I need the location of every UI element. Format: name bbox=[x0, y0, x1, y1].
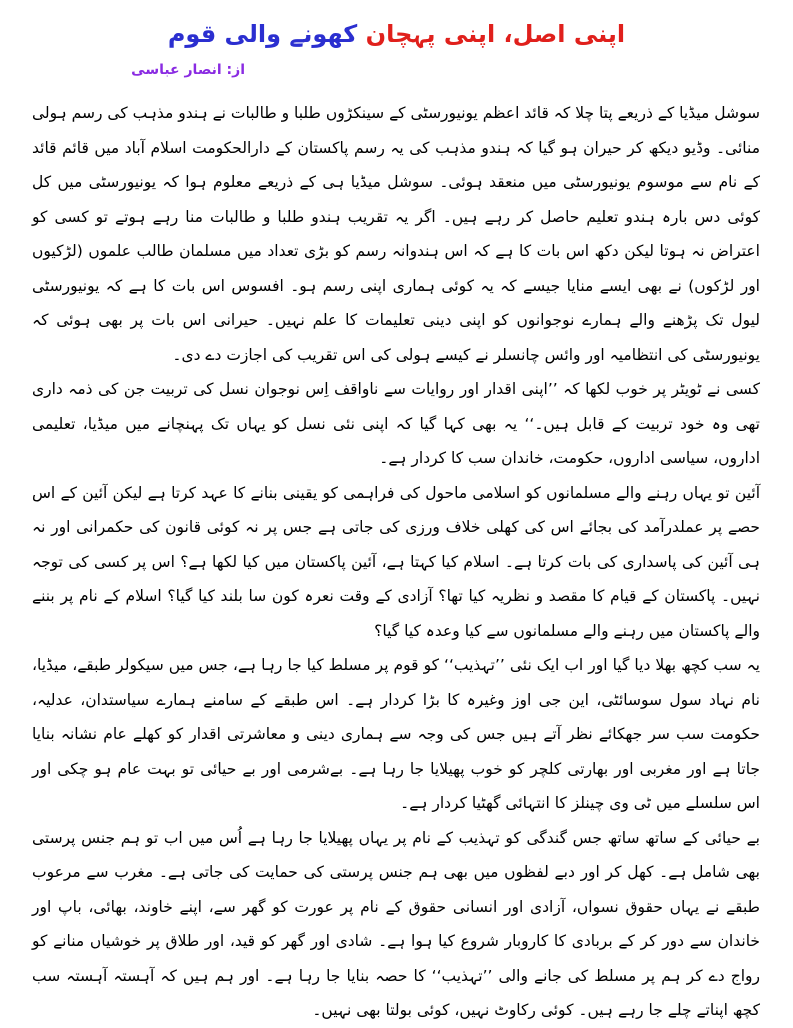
article-title-part-2: کھونے والی قوم bbox=[167, 20, 358, 48]
article-paragraph-3: آئین تو یہاں رہنے والے مسلمانوں کو اسلامی ماحول کی فراہمی کو یقینی بنانے کا عہد کرتا ہے لیکن آئین کے اس حصے پر عملدرآمد کی بجائے اس کی کھلی خلاف ورزی کی جاتی ہے جس پر نہ کوئی قانون کی حکمرانی اور نہ ہی آئین کی پاسداری کی بات کرتا ہے۔ اسلام کیا کہتا ہے، آئین پاکستان میں کیا لکھا ہے؟ اس پر کسی کی توجہ نہیں۔ پاکستان کے قیام کا مقصد و نظریہ کیا تھا؟ آزادی کے وقت نعرہ کون سا بلند کیا گیا؟ اسلام کے نام پر بننے والے پاکستان میں رہنے والے مسلمانوں سے کیا وعدہ کیا گیا؟ bbox=[32, 483, 760, 640]
article-title-part-1: اپنی اصل، اپنی پہچان bbox=[365, 20, 626, 48]
article-paragraph-1: سوشل میڈیا کے ذریعے پتا چلا کہ قائد اعظم یونیورسٹی کے سینکڑوں طلبا و طالبات نے ہندو مذہب کی رسم ہولی منائی۔ وڈیو دیکھ کر حیران ہو گیا کہ ہندو مذہب کی یہ رسم پاکستان کے دارالحکومت اسلام آباد میں قائم قائد کے نام سے موسوم یونیورسٹی میں منعقد ہوئی۔ سوشل میڈیا ہی کے ذریعے معلوم ہوا کہ یونیورسٹی میں کل کوئی دس بارہ ہندو تعلیم حاصل کر رہے ہیں۔ اگر یہ تقریب ہندو طلبا و طالبات منا رہے ہوتے تو کسی کو اعتراض نہ ہوتا لیکن دکھ اس بات کا ہے کہ اس ہندوانہ رسم کو بڑی تعداد میں مسلمان طالب علموں (لڑکیوں اور لڑکوں) نے بھی ایسے منایا جیسے کہ یہ کوئی ہماری اپنی رسم ہو۔ افسوس اس بات کا ہے کہ یونیورسٹی لیول تک پڑھنے والے ہمارے نوجوانوں کو اپنی دینی تعلیمات کا علم نہیں۔ حیرانی اس بات پر بھی ہوئی کہ یونیورسٹی کی انتظامیہ اور وائس چانسلر نے کیسے ہولی کی اس تقریب کی اجازت دے دی۔ bbox=[32, 104, 760, 364]
article-body bbox=[32, 96, 760, 1028]
article-author: از: انصار عباسی bbox=[131, 62, 245, 78]
article-paragraph-5: بے حیائی کے ساتھ ساتھ جس گندگی کو تہذیب کے نام پر یہاں پھیلایا جا رہا ہے اُس میں اب تو ہم جنس پرستی بھی شامل ہے۔ کھل کر اور دبے لفظوں میں بھی ہم جنس پرستی کی حمایت کی جاتی ہے۔ مغرب سے مرعوب طبقے نے یہاں حقوق نسواں، آزادی اور انسانی حقوق کے نام پر عورت کو گھر سے، اپنے خاوند، بھائی، باپ اور خاندان سے دور کر کے بربادی کا کاروبار شروع کیا ہوا ہے۔ شادی اور گھر کو قید، اور طلاق پر خوشیاں منانے کو رواج دے کر ہم پر مسلط کی جانے والی ’’تہذیب‘‘ کا حصہ بنایا جا رہا ہے۔ اور ہم ہیں کہ آہستہ آہستہ سب کچھ اپناتے چلے جا رہے ہیں۔ کوئی رکاوٹ نہیں، کوئی بولتا بھی نہیں۔ bbox=[32, 828, 760, 1019]
article-paragraph-2: کسی نے ٹویٹر پر خوب لکھا کہ ’’اپنی اقدار اور روایات سے ناواقف اِس نوجوان نسل کی تربیت جن کی ذمہ داری تھی وہ خود تربیت کے قابل ہیں۔‘‘ یہ بھی کہا گیا کہ اپنی نئی نسل کو یہاں تک پہنچانے میں میڈیا، تعلیمی اداروں، سیاسی اداروں، حکومت، خاندان سب کا کردار ہے۔ bbox=[32, 380, 760, 467]
article-title bbox=[0, 14, 793, 54]
article-paragraph-4: یہ سب کچھ بھلا دیا گیا اور اب ایک نئی ’’تہذیب‘‘ کو قوم پر مسلط کیا جا رہا ہے، جس میں سیکولر طبقے، میڈیا، نام نہاد سول سوسائٹی، این جی اوز وغیرہ کا بڑا کردار ہے۔ اس طبقے کے سامنے ہمارے سیاستدان، عدلیہ، حکومت سب سر جھکائے نظر آتے ہیں جس کی وجہ سے ہماری دینی و معاشرتی اقدار کو کھلے عام نشانہ بنایا جاتا ہے اور مغربی اور بھارتی کلچر کو خوب پھیلایا جا رہا ہے۔ بےشرمی اور بے حیائی تو بہت عام ہو چکی اور اس سلسلے میں ٹی وی چینلز کا انتہائی گھٹیا کردار ہے۔ bbox=[32, 656, 760, 812]
